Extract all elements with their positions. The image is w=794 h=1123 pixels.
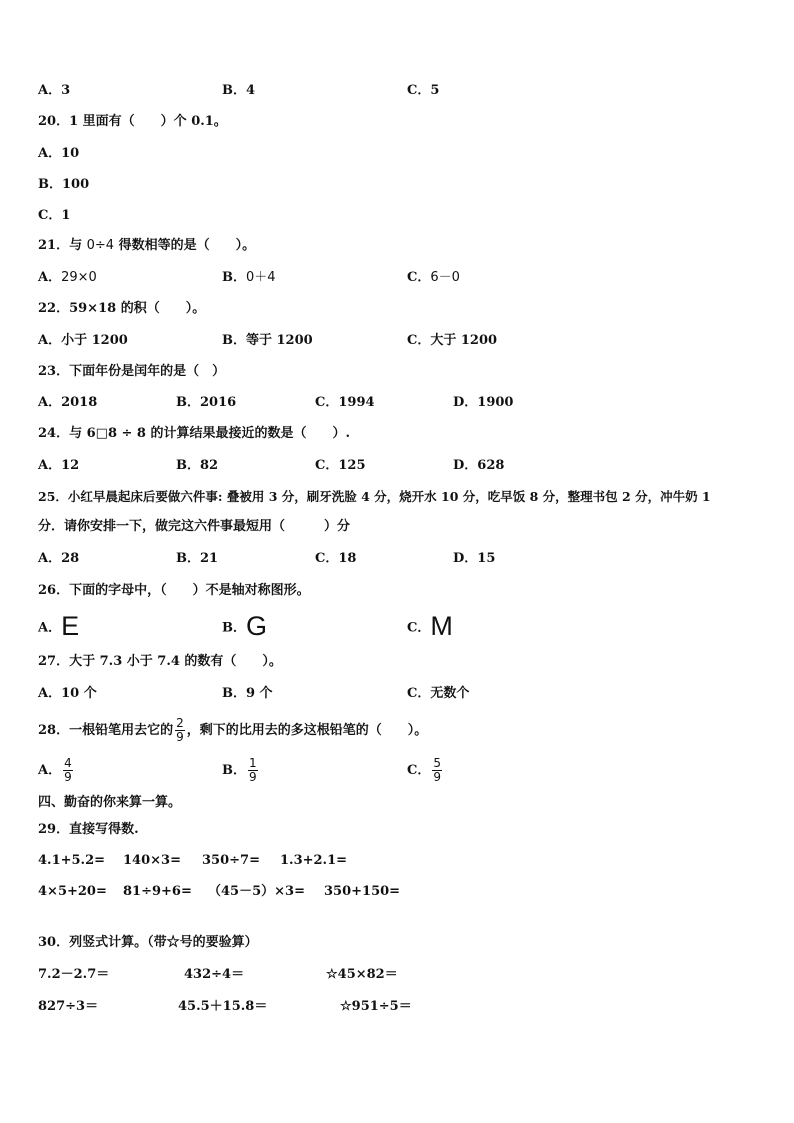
- q26-option-b-label: B．: [222, 620, 246, 636]
- q22-option-b[interactable]: B．等于 1200: [222, 333, 313, 348]
- q28-option-c-fraction: [432, 757, 442, 784]
- q21-option-c[interactable]: [407, 269, 460, 287]
- q20-option-a[interactable]: A．10: [38, 146, 80, 161]
- q28-option-c-numerator: 5: [433, 756, 441, 770]
- q28-option-b-denominator: 9: [249, 770, 257, 784]
- q28-option-b[interactable]: [222, 756, 260, 786]
- q20-option-c[interactable]: C．1: [38, 208, 71, 223]
- q28-option-b-numerator: 1: [249, 756, 257, 770]
- q24-option-c[interactable]: C．125: [315, 458, 366, 473]
- q30-question: 30．列竖式计算。（带☆号的要验算）: [38, 935, 258, 950]
- q30-r1-c2[interactable]: 432÷4＝: [184, 967, 245, 982]
- q26-option-b[interactable]: [222, 611, 268, 643]
- q29-r1-c4[interactable]: 1.3+2.1=: [280, 853, 348, 868]
- q25-option-c[interactable]: C．18: [315, 551, 357, 566]
- q21-expression: 0÷4: [86, 238, 115, 253]
- q28-fraction-denominator: 9: [176, 730, 184, 744]
- q28-fraction: [175, 717, 185, 744]
- q28-suffix: ，剩下的比用去的多这根铅笔的（ ）。: [186, 723, 428, 738]
- q28-option-a-numerator: 4: [64, 756, 72, 770]
- q19-option-c[interactable]: C．5: [407, 83, 440, 98]
- q22-option-c[interactable]: C．大于 1200: [407, 333, 498, 348]
- q24-question: 24．与 6□8 ÷ 8 的计算结果最接近的数是（ ）.: [38, 426, 351, 441]
- q28-fraction-numerator: 2: [176, 716, 184, 730]
- q27-question: 27．大于 7.3 小于 7.4 的数有（ ）。: [38, 654, 282, 669]
- q30-r2-c1[interactable]: 827÷3＝: [38, 999, 99, 1014]
- q21-option-a-label: A．: [38, 270, 62, 285]
- q21-option-a-value: 29×0: [61, 270, 97, 285]
- q28-option-a-fraction: [63, 757, 73, 784]
- q30-r1-c3[interactable]: ☆45×82＝: [326, 967, 398, 982]
- q28-option-a-label: A．: [38, 763, 62, 778]
- q23-option-d[interactable]: D．1900: [453, 395, 514, 410]
- q21-option-c-value: 6－0: [430, 270, 460, 285]
- q28-option-b-label: B．: [222, 763, 246, 778]
- q30-r2-c3[interactable]: ☆951÷5＝: [340, 999, 412, 1014]
- q21-option-a[interactable]: [38, 269, 97, 287]
- q29-r1-c2[interactable]: 140×3=: [123, 853, 181, 868]
- q26-question: 26．下面的字母中，（ ）不是轴对称图形。: [38, 583, 310, 598]
- q28-option-a-denominator: 9: [64, 770, 72, 784]
- q26-letter-m: M: [430, 611, 453, 641]
- q28-option-c[interactable]: [407, 756, 444, 786]
- q19-option-a[interactable]: A．3: [38, 83, 71, 98]
- q25-option-d[interactable]: D．15: [453, 551, 496, 566]
- q28-option-c-denominator: 9: [433, 770, 441, 784]
- q24-option-d[interactable]: D．628: [453, 458, 505, 473]
- q21-option-b-value: 0＋4: [246, 270, 276, 285]
- q22-question: 22．59×18 的积（ ）。: [38, 301, 206, 316]
- q23-option-a[interactable]: A．2018: [38, 395, 98, 410]
- q26-option-c-label: C．: [407, 620, 431, 636]
- q27-option-b[interactable]: B．9 个: [222, 686, 273, 701]
- q21-option-b-label: B．: [222, 270, 246, 285]
- q28-option-a[interactable]: [38, 756, 75, 786]
- q26-option-a[interactable]: [38, 611, 80, 643]
- q25-option-b[interactable]: B．21: [176, 551, 219, 566]
- q26-letter-g: G: [246, 611, 268, 641]
- q30-r2-c2[interactable]: 45.5＋15.8＝: [178, 999, 268, 1014]
- q29-r1-c3[interactable]: 350÷7=: [202, 853, 260, 868]
- q27-option-c[interactable]: C．无数个: [407, 686, 470, 701]
- q22-option-a[interactable]: A．小于 1200: [38, 333, 128, 348]
- q21-question: [38, 237, 255, 255]
- q19-option-b[interactable]: B．4: [222, 83, 256, 98]
- q21-prefix: 21．与: [38, 238, 87, 253]
- q28-option-c-label: C．: [407, 763, 431, 778]
- q29-r1-c1[interactable]: 4.1+5.2=: [38, 853, 106, 868]
- q29-question: 29．直接写得数.: [38, 822, 139, 837]
- q29-r2-c1[interactable]: 4×5+20=: [38, 884, 107, 899]
- q24-option-a[interactable]: A．12: [38, 458, 80, 473]
- q20-question: 20．1 里面有（ ）个 0.1。: [38, 114, 227, 129]
- q21-option-b[interactable]: [222, 269, 276, 287]
- q23-option-b[interactable]: B．2016: [176, 395, 237, 410]
- q29-r2-c2[interactable]: 81÷9+6=: [123, 884, 192, 899]
- q23-option-c[interactable]: C．1994: [315, 395, 375, 410]
- q29-r2-c3[interactable]: （45－5）×3=: [208, 884, 305, 899]
- q29-r2-c4[interactable]: 350+150=: [324, 884, 401, 899]
- q27-option-a[interactable]: A．10 个: [38, 686, 97, 701]
- section-4-title: 四、勤奋的你来算一算。: [38, 795, 182, 810]
- q26-option-c[interactable]: [407, 611, 453, 643]
- q25-option-a[interactable]: A．28: [38, 551, 80, 566]
- q28-option-b-fraction: [248, 757, 258, 784]
- q28-prefix: 28．一根铅笔用去它的: [38, 723, 174, 738]
- q26-letter-e: E: [61, 611, 80, 641]
- q21-option-c-label: C．: [407, 270, 431, 285]
- q25-question-line2: 分．请你安排一下，做完这六件事最短用（ ）分: [38, 519, 351, 534]
- q20-option-b[interactable]: B．100: [38, 177, 90, 192]
- q21-suffix: 得数相等的是（ ）。: [114, 238, 256, 253]
- q28-question: [38, 716, 427, 746]
- q23-question: 23．下面年份是闰年的是（ ）: [38, 364, 226, 379]
- q30-r1-c1[interactable]: 7.2－2.7＝: [38, 967, 110, 982]
- q25-question-line1: 25．小红早晨起床后要做六件事: 叠被用 3 分，刷牙洗脸 4 分，烧开水 10 分，吃早饭 8 分，整理书包 2 分，冲牛奶 1: [38, 489, 711, 504]
- q24-option-b[interactable]: B．82: [176, 458, 219, 473]
- q26-option-a-label: A．: [38, 620, 62, 636]
